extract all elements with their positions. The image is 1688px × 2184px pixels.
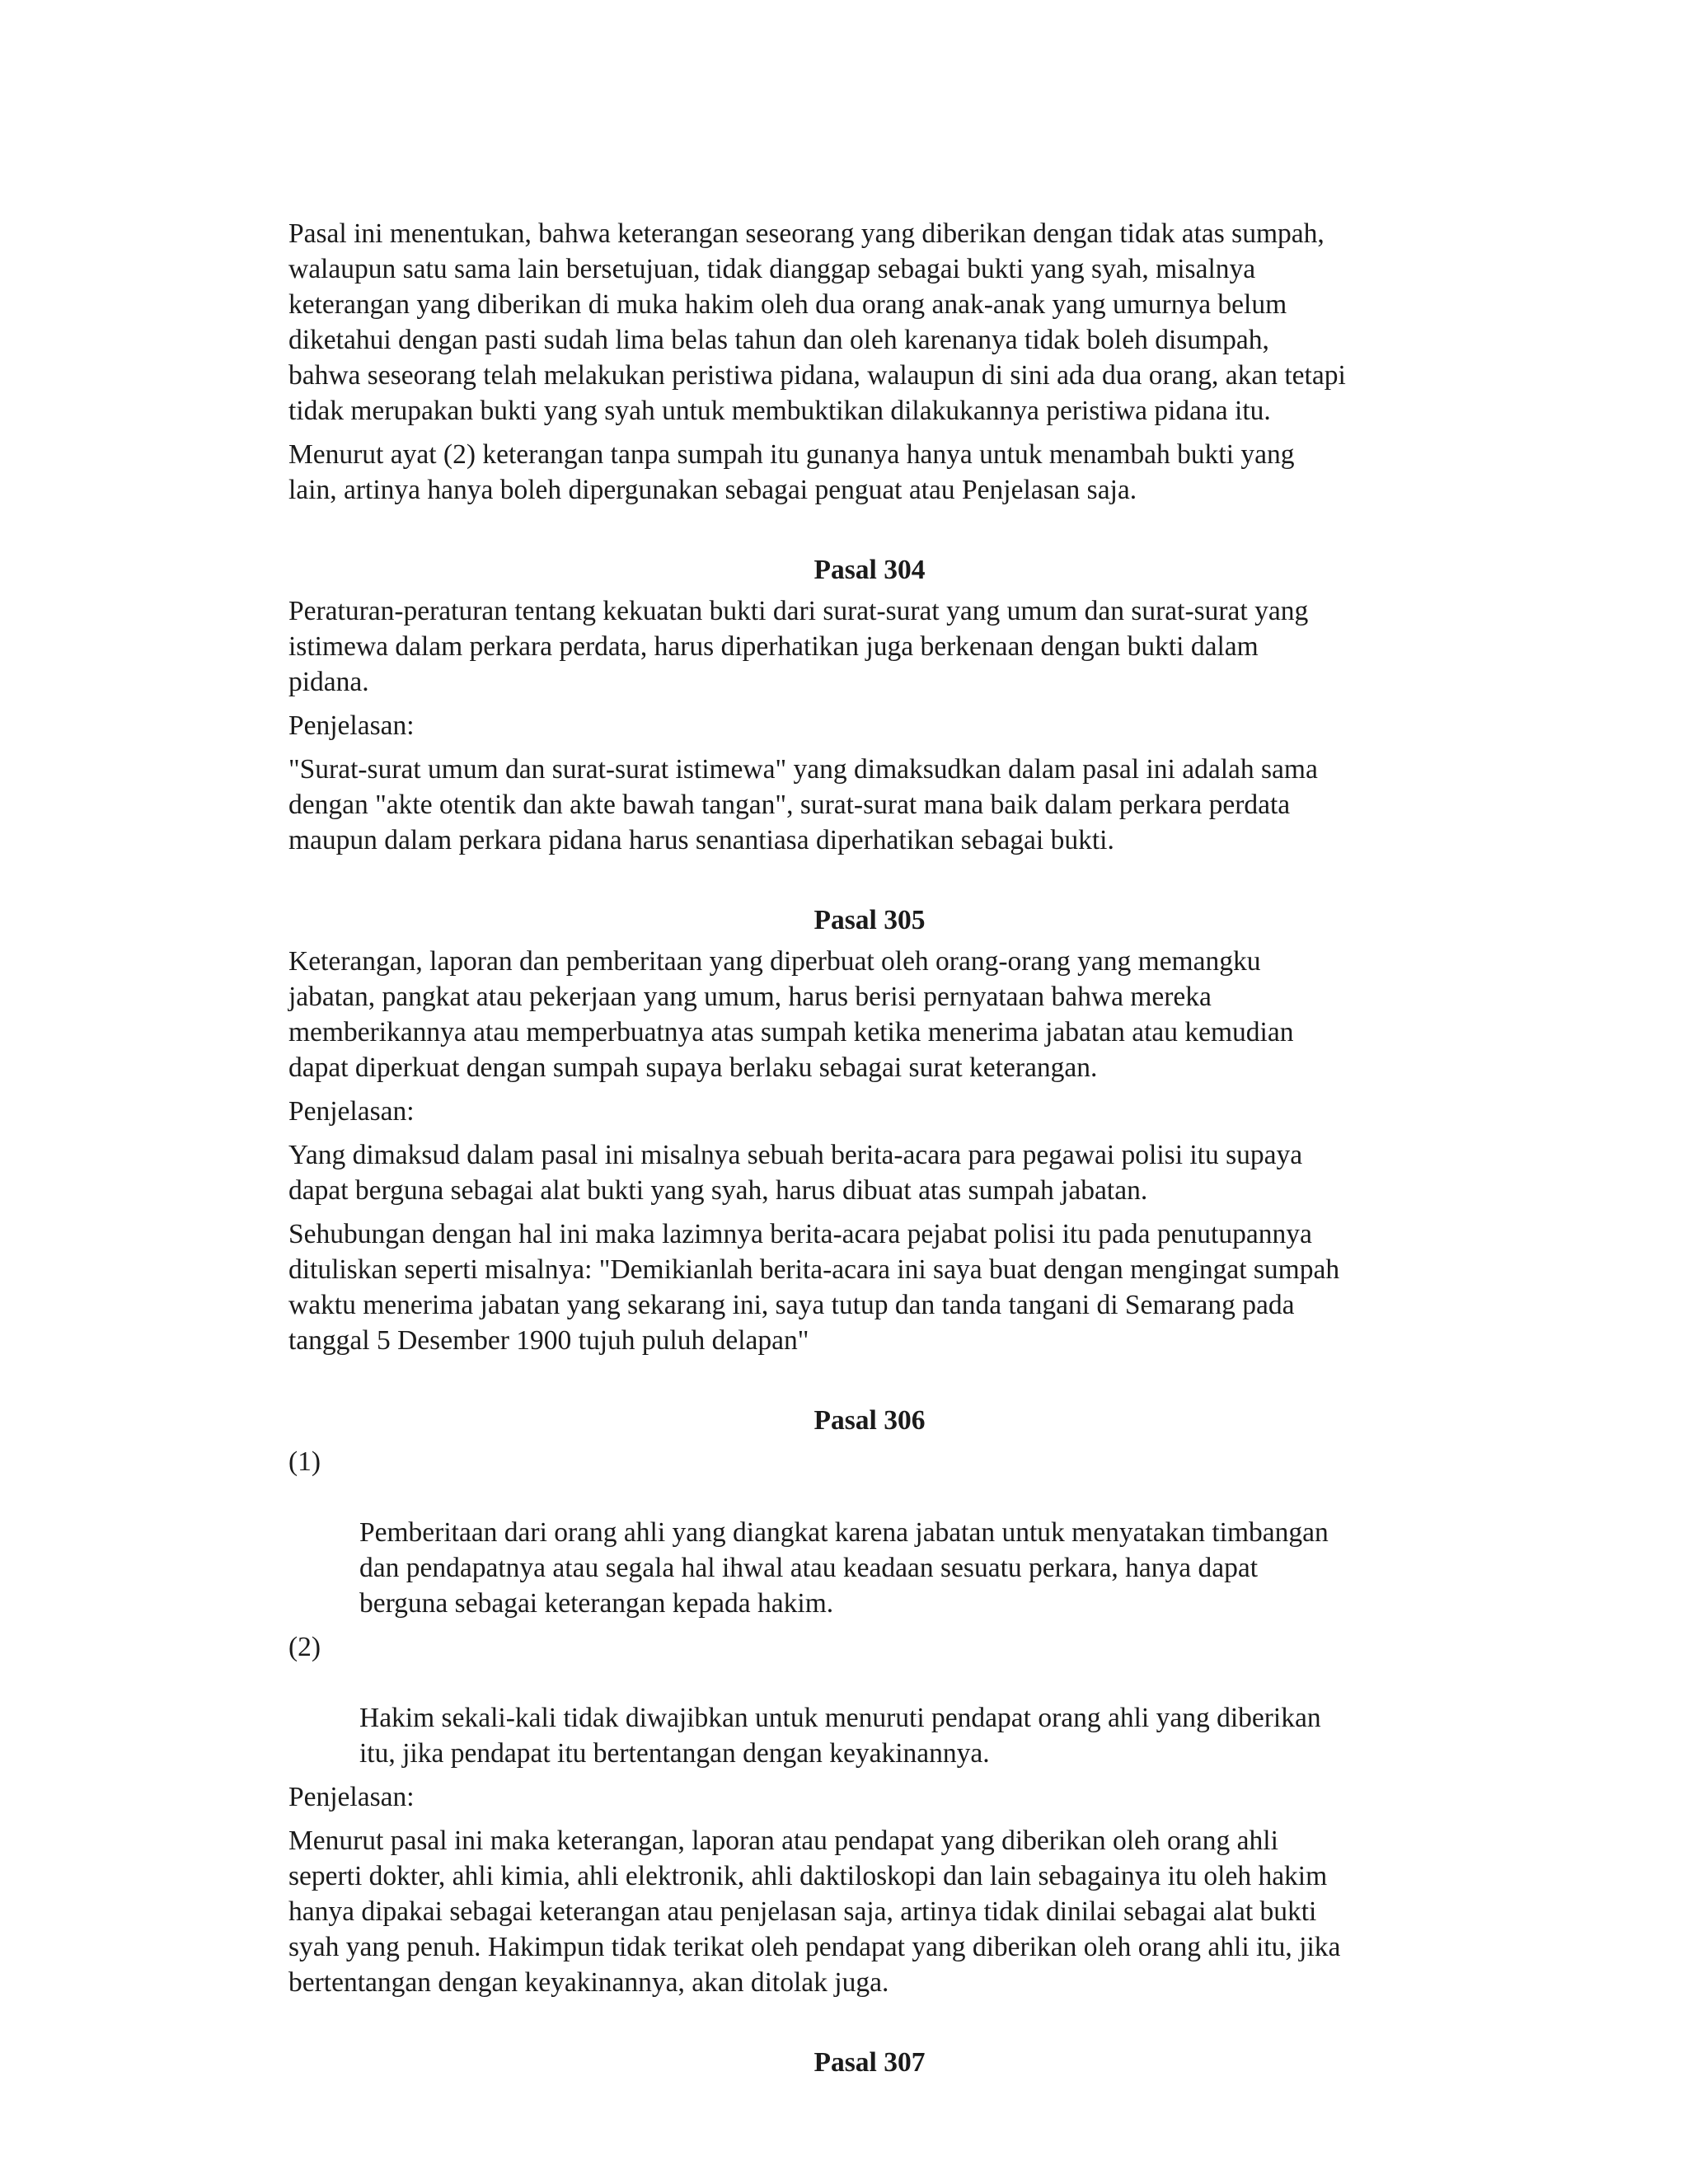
section-pasal-307 [288, 2045, 1426, 2080]
pasal-304-explanation: "Surat-surat umum dan surat-surat istimewa" yang dimaksudkan dalam pasal ini adalah sama dengan "akte otentik dan akte bawah tangan", surat-surat mana baik dalam perkara perdata maupun dalam perkara pidana harus senantiasa diperhatikan sebagai bukti. [288, 754, 1318, 855]
pasal-305-explanation-2: Sehubungan dengan hal ini maka lazimnya berita-acara pejabat polisi itu pada penutupannya dituliskan seperti misalnya: "Demikianlah berita-acara ini saya buat dengan mengingat sumpah waktu menerima jabatan yang sekarang ini, saya tutup dan tanda tangani di Semarang pada tanggal 5 Desember 1900 tujuh puluh delapan" [288, 1219, 1340, 1356]
pasal-304-text: Peraturan-peraturan tentang kekuatan bukti dari surat-surat yang umum dan surat-surat yang istimewa dalam perkara perdata, harus diperhatikan juga berkenaan dengan bukti dalam pidana. [288, 596, 1309, 697]
pasal-304-heading: Pasal 304 [814, 555, 926, 585]
item-text: Pemberitaan dari orang ahli yang diangkat karena jabatan untuk menyatakan timbangan dan pendapatnya atau segala hal ihwal atau keadaan sesuatu perkara, hanya dapat berguna sebagai keterangan kepada hakim. [359, 1517, 1329, 1619]
section-pasal-306 [288, 1403, 1426, 2000]
pasal-306-explanation: Menurut pasal ini maka keterangan, laporan atau pendapat yang diberikan oleh orang ahli seperti dokter, ahli kimia, ahli elektronik, ahli daktiloskopi dan lain sebagainya itu oleh hakim hanya dipakai sebagai keterangan atau penjelasan saja, artinya tidak dinilai sebagai alat bukti syah yang penuh. Hakimpun tidak terikat oleh pendapat yang diberikan oleh orang ahli itu, jika bertentangan dengan keyakinannya, akan ditolak juga. [288, 1825, 1341, 1998]
item-number: (1) [288, 1446, 321, 1477]
item-text: Hakim sekali-kali tidak diwajibkan untuk menuruti pendapat orang ahli yang diberikan itu, jika pendapat itu bertentangan dengan keyakinannya. [359, 1703, 1321, 1769]
pasal-306-penjelasan-label: Penjelasan: [288, 1782, 415, 1812]
pasal-306-heading: Pasal 306 [814, 1405, 926, 1436]
pasal-305-text: Keterangan, laporan dan pemberitaan yang diperbuat oleh orang-orang yang memangku jabatan, pangkat atau pekerjaan yang umum, harus berisi pernyataan bahwa mereka memberikannya atau memperbuatnya atas sumpah ketika menerima jabatan atau kemudian dapat diperkuat dengan sumpah supaya berlaku sebagai surat keterangan. [288, 946, 1294, 1083]
item-number: (2) [288, 1632, 321, 1662]
pasal-305-penjelasan-label: Penjelasan: [288, 1096, 415, 1127]
intro-paragraph-ayat-2: Menurut ayat (2) keterangan tanpa sumpah itu gunanya hanya untuk menambah bukti yang lain, artinya hanya boleh dipergunakan sebagai penguat atau Penjelasan saja. [288, 439, 1295, 505]
section-pasal-304 [288, 552, 1426, 858]
pasal-305-explanation-1: Yang dimaksud dalam pasal ini misalnya sebuah berita-acara para pegawai polisi itu supaya dapat berguna sebagai alat bukti yang syah, harus dibuat atas sumpah jabatan. [288, 1140, 1303, 1206]
section-pasal-305 [288, 902, 1426, 1358]
pasal-306-item [288, 1629, 1426, 1771]
pasal-304-penjelasan-label: Penjelasan: [288, 710, 415, 741]
pasal-307-heading: Pasal 307 [814, 2047, 926, 2078]
document-page [288, 216, 1426, 2086]
intro-paragraph: Pasal ini menentukan, bahwa keterangan seseorang yang diberikan dengan tidak atas sumpah, walaupun satu sama lain bersetujuan, tidak dianggap sebagai bukti yang syah, misalnya keterangan yang diberikan di muka hakim oleh dua orang anak-anak yang umurnya belum diketahui dengan pasti sudah lima belas tahun dan oleh karenanya tidak boleh disumpah, bahwa seseorang telah melakukan peristiwa pidana, walaupun di sini ada dua orang, akan tetapi tidak merupakan bukti yang syah untuk membuktikan dilakukannya peristiwa pidana itu. [288, 218, 1346, 426]
pasal-306-item [288, 1444, 1426, 1621]
pasal-305-heading: Pasal 305 [814, 905, 926, 935]
